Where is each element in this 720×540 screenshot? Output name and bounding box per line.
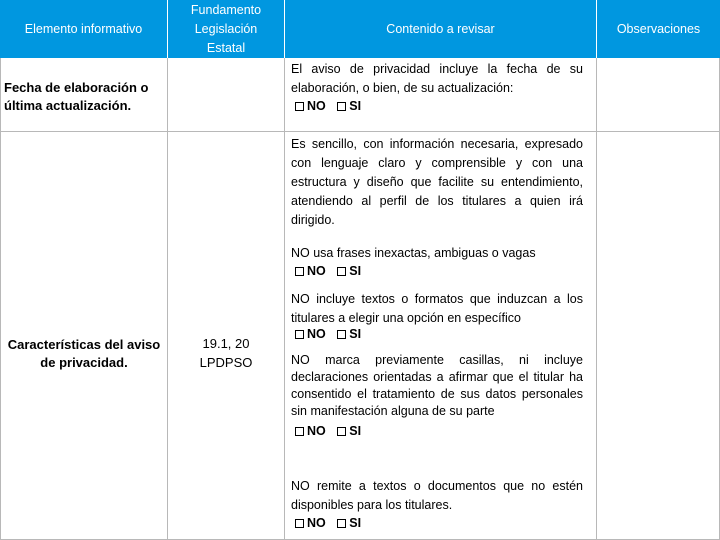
option-group: [291, 423, 583, 440]
option-group: [291, 515, 583, 532]
element-fecha: Fecha de elaboración o última actualización.: [4, 80, 149, 113]
header-elemento-informativo: [0, 0, 167, 58]
checkbox-icon[interactable]: [337, 330, 346, 339]
option-si[interactable]: SI: [337, 424, 361, 438]
checkbox-icon[interactable]: [295, 427, 304, 436]
header-fundamento: [168, 0, 284, 58]
option-group: [291, 263, 583, 280]
option-si[interactable]: SI: [337, 99, 361, 113]
header-label: Observaciones: [616, 21, 701, 36]
content-text: Es sencillo, con información necesaria, expresado con lenguaje claro y comprensible y con una estructura y diseño que facilite su entendimiento, atendiendo al perfil de los titulares a quien irá dirigido.: [291, 137, 583, 227]
content-item: [291, 244, 583, 280]
fundamento-value: 19.1, 20 LPDPSO: [199, 336, 253, 370]
checkbox-icon[interactable]: [337, 519, 346, 528]
content-text: NO incluye textos o formatos que induzcan a los titulares a elegir una opción en específico: [291, 292, 583, 325]
content-item: [291, 352, 583, 440]
checkbox-icon[interactable]: [337, 102, 346, 111]
content-text: NO marca previamente casillas, ni incluye declaraciones orientadas a afirmar que el titular ha consentido el tratamiento de sus datos personales sin manifestación alguna de su parte: [291, 353, 583, 418]
checkbox-icon[interactable]: [295, 267, 304, 276]
option-group: [291, 98, 583, 115]
header-label: Contenido a revisar: [386, 21, 495, 36]
option-no[interactable]: NO: [295, 264, 326, 278]
checkbox-icon[interactable]: [295, 330, 304, 339]
option-si[interactable]: SI: [337, 327, 361, 341]
header-label: Fundamento Legislación Estatal: [190, 2, 262, 55]
header-contenido: [285, 0, 596, 58]
checkbox-icon[interactable]: [337, 427, 346, 436]
checkbox-icon[interactable]: [295, 102, 304, 111]
option-no[interactable]: NO: [295, 516, 326, 530]
content-text: NO usa frases inexactas, ambiguas o vagas: [291, 246, 536, 260]
content-item: [291, 290, 583, 343]
content-item: [291, 135, 583, 230]
content-fecha: [291, 60, 583, 115]
header-observaciones: [597, 0, 720, 58]
option-no[interactable]: NO: [295, 424, 326, 438]
checkbox-icon[interactable]: [295, 519, 304, 528]
content-item: [291, 477, 583, 532]
header-label: Elemento informativo: [24, 21, 143, 36]
element-caracteristicas: Características del aviso de privacidad.: [7, 337, 161, 370]
row-divider: [0, 131, 720, 132]
option-group: [291, 326, 583, 343]
option-no[interactable]: NO: [295, 327, 326, 341]
option-no[interactable]: NO: [295, 99, 326, 113]
content-text: El aviso de privacidad incluye la fecha de su elaboración, o bien, de su actualización:: [291, 62, 583, 95]
checkbox-icon[interactable]: [337, 267, 346, 276]
content-text: NO remite a textos o documentos que no estén disponibles para los titulares.: [291, 479, 583, 512]
option-si[interactable]: SI: [337, 264, 361, 278]
option-si[interactable]: SI: [337, 516, 361, 530]
